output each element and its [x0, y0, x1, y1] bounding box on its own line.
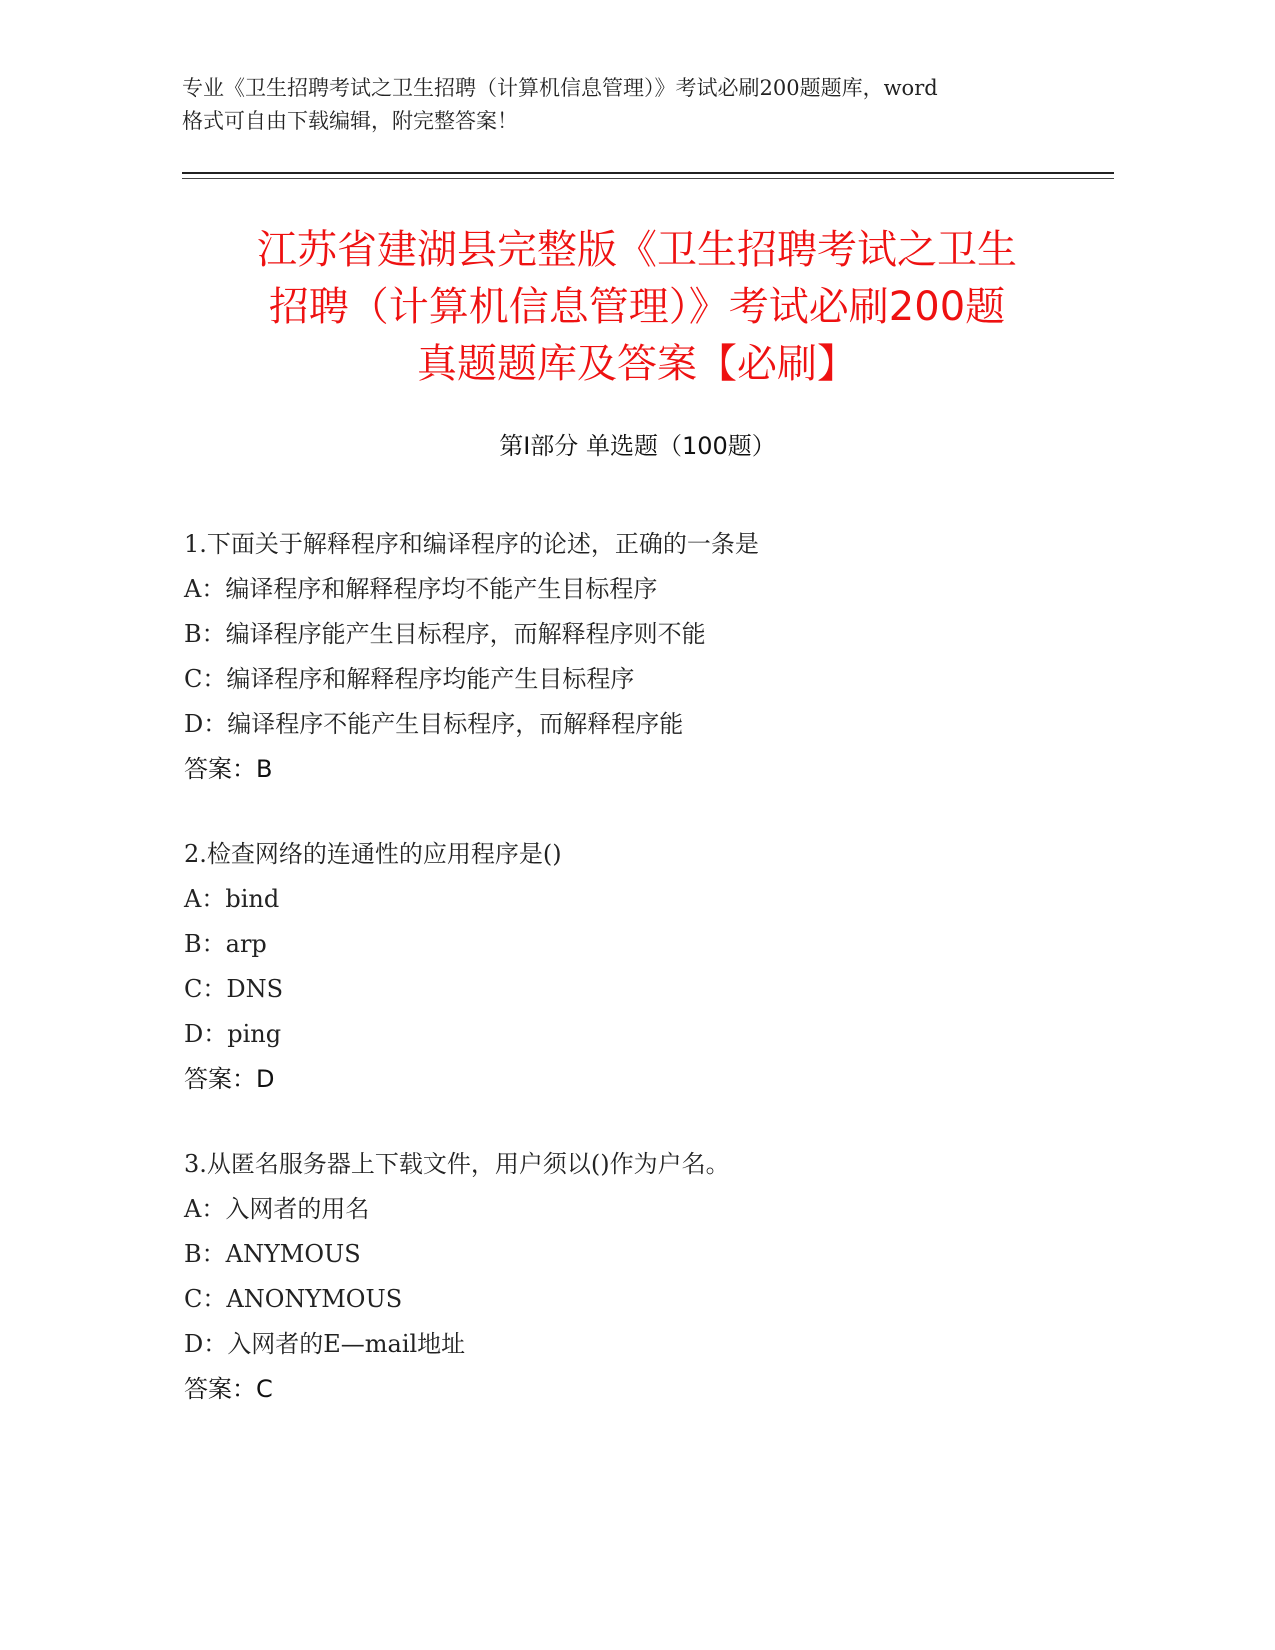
option-d: D：入网者的E—mail地址: [184, 1330, 466, 1358]
header-divider: [182, 172, 1114, 174]
option-a: A：入网者的用名: [184, 1195, 370, 1223]
question-stem: 1.下面关于解释程序和编译程序的论述，正确的一条是: [184, 530, 759, 558]
option-a: A：bind: [184, 885, 280, 913]
option-c: C：编译程序和解释程序均能产生目标程序: [184, 665, 635, 693]
section-heading: 第Ⅰ部分 单选题（100题）: [499, 432, 776, 460]
question-block: [184, 832, 1084, 1102]
option-c: C：DNS: [184, 975, 284, 1003]
title-line: 真题题库及答案【必刷】: [417, 341, 857, 387]
document-title: [182, 222, 1092, 393]
option-b: B：ANYMOUS: [184, 1240, 361, 1268]
option-a: A：编译程序和解释程序均不能产生目标程序: [184, 575, 658, 603]
question-block: [184, 522, 1084, 792]
answer-line: 答案：D: [184, 1065, 275, 1093]
answer-line: 答案：C: [184, 1375, 273, 1403]
header-note-line: 专业《卫生招聘考试之卫生招聘（计算机信息管理）》考试必刷200题题库，word: [182, 76, 938, 100]
header-divider-thin: [182, 178, 1114, 179]
title-line: 招聘（计算机信息管理）》考试必刷200题: [268, 284, 1006, 330]
title-line: 江苏省建湖县完整版《卫生招聘考试之卫生: [257, 227, 1017, 273]
option-c: C：ANONYMOUS: [184, 1285, 403, 1313]
question-block: [184, 1142, 1084, 1412]
header-note-line: 格式可自由下载编辑，附完整答案！: [182, 109, 518, 133]
option-b: B：编译程序能产生目标程序，而解释程序则不能: [184, 620, 706, 648]
question-stem: 3.从匿名服务器上下载文件，用户须以()作为户名。: [184, 1150, 730, 1178]
question-stem: 2.检查网络的连通性的应用程序是(): [184, 840, 562, 868]
option-d: D：编译程序不能产生目标程序，而解释程序能: [184, 710, 684, 738]
option-d: D：ping: [184, 1020, 282, 1048]
answer-line: 答案：B: [184, 755, 273, 783]
header-note: [182, 72, 1082, 138]
option-b: B：arp: [184, 930, 267, 958]
